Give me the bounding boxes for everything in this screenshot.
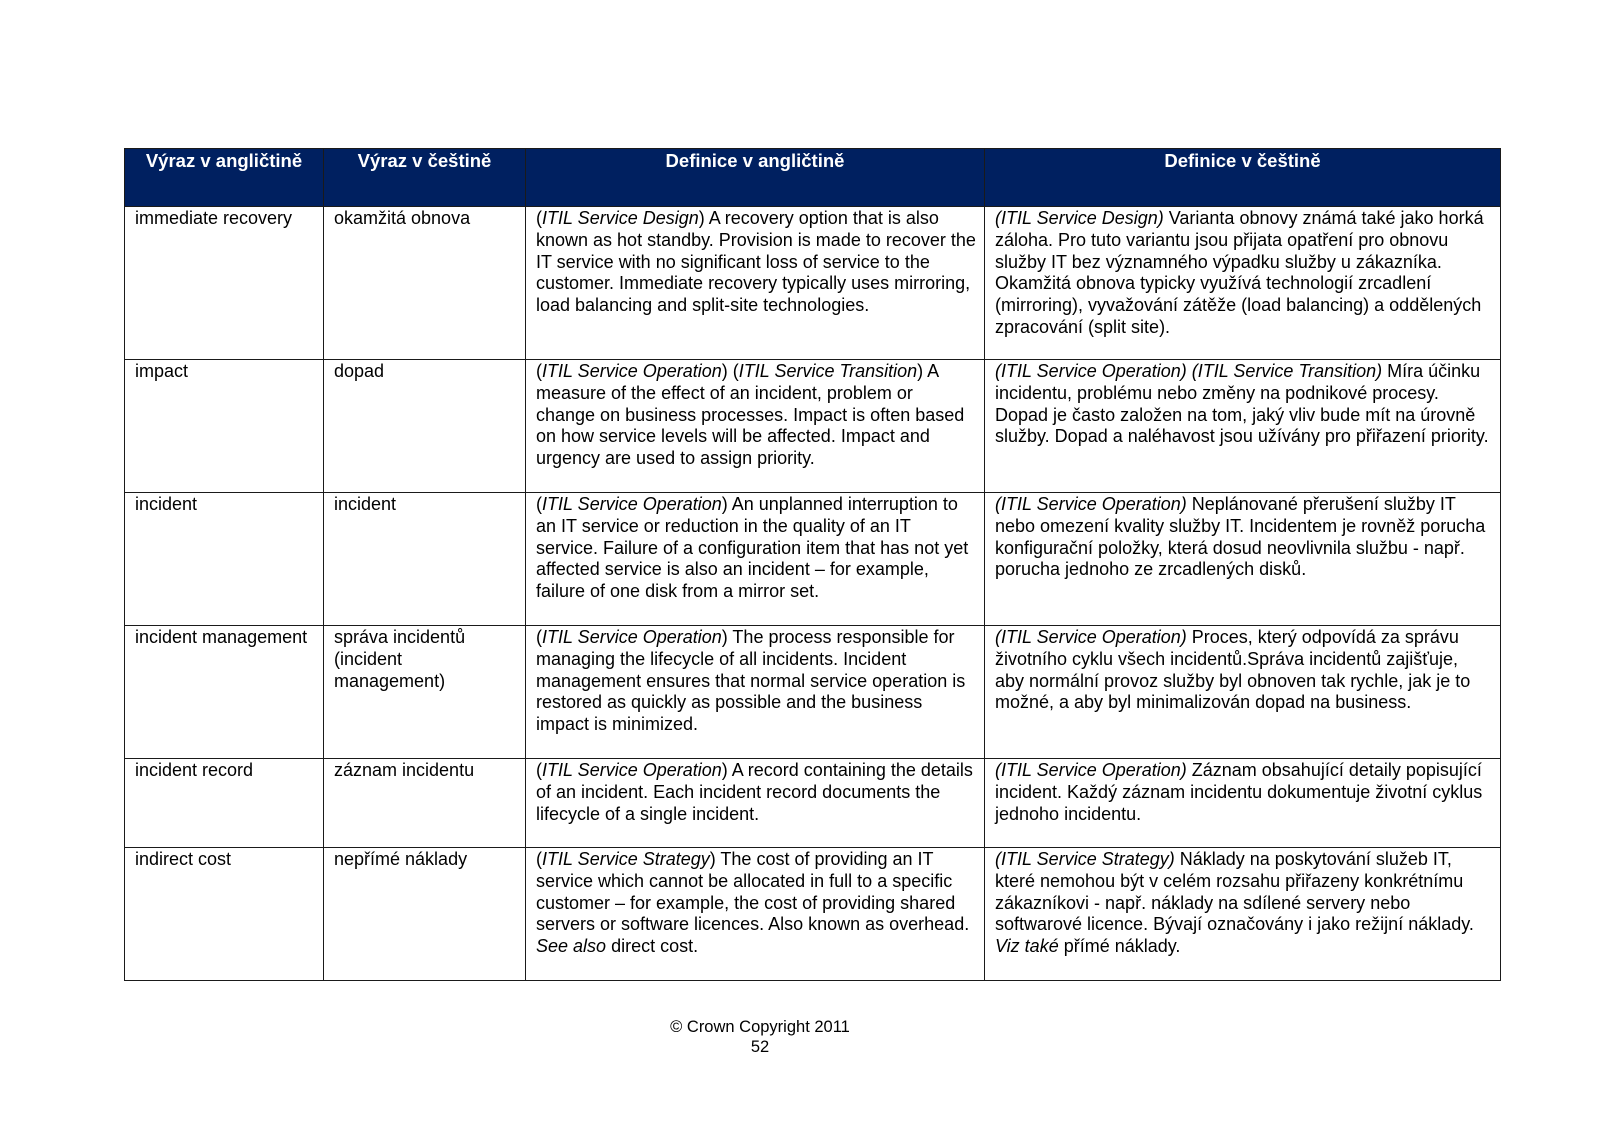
english-definition-cell: [526, 626, 985, 759]
definition-text: (: [536, 627, 542, 647]
definition-text: ) (: [721, 361, 739, 381]
definition-text: (: [536, 208, 542, 228]
english-term-cell: incident: [125, 493, 324, 626]
czech-term-cell: okamžitá obnova: [324, 207, 526, 360]
page-footer: [0, 1017, 1520, 1057]
definition-text: (: [536, 494, 542, 514]
definition-text: ) A recovery option that is also known as hot standby. Provision is made to recover the IT service with no significant loss of service to the customer. Immediate recovery typically uses mirroring, load balancing and split-site technologies.: [536, 208, 976, 316]
italic-text: See also: [536, 936, 607, 957]
definition-text: Míra účinku incidentu, problému nebo změny na podnikové procesy. Dopad je často založen na tom, jaký vliv bude mít na úrovně služby. Dopad a naléhavost jsou užívány pro přiřazení priority.: [995, 361, 1489, 447]
italic-text: ITIL Service Design: [542, 208, 699, 228]
english-term-cell: impact: [125, 360, 324, 493]
table-row: [125, 207, 1501, 360]
header-czech-definition: Definice v češtině: [985, 149, 1501, 207]
table-row: [125, 759, 1501, 848]
english-term-cell: incident management: [125, 626, 324, 759]
page-number: 52: [750, 1038, 770, 1056]
definition-text: ) An unplanned interruption to an IT service or reduction in the quality of an IT service. Failure of a configuration item that has not yet affected service is also an incident – for example, failure of one disk from a mirror set.: [536, 494, 969, 602]
definition-text: direct cost.: [606, 936, 699, 957]
definition-text: (: [536, 760, 542, 780]
definition-text: ) A record containing the details of an incident. Each incident record documents the lifecycle of a single incident.: [536, 760, 973, 824]
table-row: [125, 493, 1501, 626]
header-english-definition: Definice v angličtině: [526, 149, 985, 207]
italic-text: ITIL Service Transition: [738, 361, 918, 381]
czech-definition-cell: [985, 626, 1501, 759]
definition-text: přímé náklady.: [1058, 936, 1181, 957]
italic-text: (ITIL Service Operation) (ITIL Service Transition): [995, 361, 1383, 381]
italic-text: ITIL Service Operation: [542, 494, 722, 514]
definition-text: Záznam obsahující detaily popisující incident. Každý záznam incidentu dokumentuje životní cyklus jednoho incidentu.: [995, 760, 1483, 824]
english-definition-cell: [526, 848, 985, 981]
italic-text: ITIL Service Operation: [542, 361, 722, 381]
glossary-table: [124, 148, 1501, 981]
english-definition-cell: [526, 759, 985, 848]
czech-definition-cell: [985, 759, 1501, 848]
definition-text: Varianta obnovy známá také jako horká záloha. Pro tuto variantu jsou přijata opatření pro obnovu služby IT bez významného výpadku služby u zákazníka. Okamžitá obnova typicky využívá technologií zrcadlení (mirroring), vyvažování zátěže (load balancing) a oddělených zpracování (split site).: [995, 208, 1484, 337]
italic-text: (ITIL Service Strategy): [995, 849, 1175, 869]
definition-text: (: [536, 361, 542, 381]
czech-definition-cell: [985, 493, 1501, 626]
italic-text: ITIL Service Operation: [542, 627, 722, 647]
table-header-row: [125, 149, 1501, 207]
table-body: [125, 207, 1501, 981]
czech-definition-cell: [985, 848, 1501, 981]
header-czech-term: Výraz v češtině: [324, 149, 526, 207]
czech-definition-cell: [985, 207, 1501, 360]
czech-term-cell: incident: [324, 493, 526, 626]
english-definition-cell: [526, 207, 985, 360]
czech-term-cell: záznam incidentu: [324, 759, 526, 848]
english-term-cell: incident record: [125, 759, 324, 848]
english-definition-cell: [526, 360, 985, 493]
english-term-cell: immediate recovery: [125, 207, 324, 360]
definition-text: Proces, který odpovídá za správu životního cyklu všech incidentů.Správa incidentů zajišťuje, aby normální provoz služby byl obnoven tak rychle, jak je to možné, a aby byl minimalizován dopad na business.: [995, 627, 1471, 713]
definition-text: ) The cost of providing an IT service which cannot be allocated in full to a specific customer – for example, the cost of providing shared servers or software licences. Also known as overhead.: [536, 849, 970, 935]
czech-term-cell: správa incidentů (incident management): [324, 626, 526, 759]
czech-term-cell: nepřímé náklady: [324, 848, 526, 981]
italic-text: (ITIL Service Operation): [995, 494, 1187, 514]
italic-text: (ITIL Service Operation): [995, 760, 1187, 780]
definition-text: Neplánované přerušení služby IT nebo omezení kvality služby IT. Incidentem je rovněž porucha konfigurační položky, která dosud neovlivnila službu - např. porucha jednoho ze zrcadlených disků.: [995, 494, 1486, 580]
czech-definition-cell: [985, 360, 1501, 493]
italic-text: ITIL Service Operation: [542, 760, 722, 780]
italic-text: (ITIL Service Operation): [995, 627, 1187, 647]
definition-text: (: [536, 849, 542, 869]
table-row: [125, 848, 1501, 981]
definition-text: Náklady na poskytování služeb IT, které nemohou být v celém rozsahu přiřazeny konkrétnímu zákazníkovi - např. náklady na sdílené servery nebo softwarové licence. Bývají označovány i jako režijní náklady.: [995, 849, 1474, 935]
definition-text: ) The process responsible for managing the lifecycle of all incidents. Incident management ensures that normal service operation is restored as quickly as possible and the business impact is minimized.: [536, 627, 966, 735]
table-row: [125, 626, 1501, 759]
table-row: [125, 360, 1501, 493]
italic-text: Viz také: [995, 936, 1059, 957]
italic-text: ITIL Service Strategy: [542, 849, 710, 869]
italic-text: (ITIL Service Design): [995, 208, 1164, 228]
english-definition-cell: [526, 493, 985, 626]
czech-term-cell: dopad: [324, 360, 526, 493]
copyright-notice: © Crown Copyright 2011: [670, 1018, 850, 1036]
english-term-cell: indirect cost: [125, 848, 324, 981]
definition-text: ) A measure of the effect of an incident, problem or change on business processes. Impact is often based on how service levels will be affected. Impact and urgency are used to assign priority.: [536, 361, 965, 469]
header-english-term: Výraz v angličtině: [125, 149, 324, 207]
